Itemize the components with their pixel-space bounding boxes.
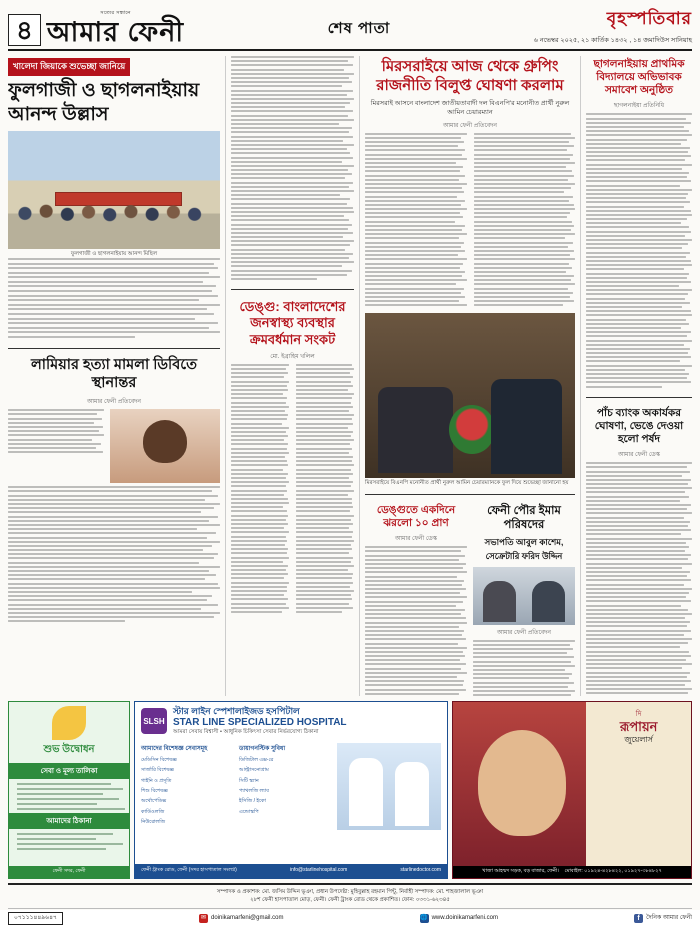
divider-2 [231, 289, 354, 290]
hospital-service-item: শিশু বিশেষজ্ঞ [141, 787, 168, 794]
hospital-service-item: কার্ডিওলজি [141, 808, 165, 815]
column-one [8, 56, 220, 696]
hospital-header [135, 702, 447, 741]
bank-body [586, 462, 692, 696]
mirsarai-headline: মিরসরাইয়ে আজ থেকে গ্রুপিং রাজনীতি বিলুপ্ত ঘোষণা করলাম [376, 58, 564, 94]
lead-photo [8, 131, 220, 249]
publication-day: বৃহস্পতিবার [606, 9, 692, 28]
imam-byline: আমার ফেনী প্রতিবেদন [496, 629, 551, 636]
divider-3 [365, 494, 575, 495]
lamia-byline: আমার ফেনী প্রতিবেদন [86, 399, 141, 406]
mirsarai-subhead: মিরসরাই আসনে বাংলাদেশ জাতীয়তাবাদী দল বিএনপি'র মনোনীত প্রার্থী নুরুল আমিন চেয়ারম্যান [370, 99, 570, 116]
mirsarai-body-col-2 [474, 133, 576, 309]
bank-byline: আমার ফেনী ডেস্ক [618, 452, 660, 459]
hospital-name-bn: স্টার লাইন স্পেশালাইজড হসপিটাল [173, 706, 300, 716]
ad-green-footer: ফেনী সদর, ফেনী [9, 866, 129, 878]
dengue-byline: মো. ইব্রাহিম খলিল [270, 353, 315, 360]
masthead [8, 6, 692, 51]
mail-icon: ✉ [200, 914, 207, 921]
jewellery-model-photo [453, 702, 591, 878]
masthead-left [8, 10, 184, 46]
imam-headline: ফেনী পৌর ইমাম পরিষদের [487, 504, 561, 532]
footer-website[interactable] [420, 914, 498, 923]
bouquet [449, 405, 495, 455]
ad-green-features [9, 833, 129, 850]
globe-icon: 🌐 [420, 914, 428, 921]
footer-line-1: সম্পাদক ও প্রকাশক: মো. জসিম উদ্দিন ভূঞা, প্রধান উপদেষ্টা: মুহিবুল্লাহ রহমান পিন্টু, নির্বাহী সম্পাদক: মো. শাহজালাল ভূঞা [216, 889, 484, 895]
article-lamia [8, 356, 220, 625]
lamia-body-left [8, 409, 104, 483]
hospital-col2-head: ডায়াগনস্টিক সুবিধা [239, 745, 286, 752]
footer-email[interactable] [199, 914, 283, 923]
lamia-headline: লামিয়ার হত্যা মামলা ডিবিতে স্থানান্তর [31, 356, 197, 392]
jewellery-brand-prefix: দি [635, 711, 642, 718]
hospital-service-item: গাইনি ও প্রসূতি [141, 777, 172, 784]
hospital-body [135, 741, 447, 832]
ad-star-line-hospital[interactable] [134, 701, 448, 879]
lead-photo-caption: ফুলগাজী ও ছাগলনাইয়ায় আনন্দ মিছিল [70, 250, 158, 257]
article-lead [8, 56, 220, 341]
article-bank [586, 405, 692, 696]
imam-photo [473, 567, 575, 625]
footer-email-text: doinikamarfeni@gmail.com [211, 914, 284, 921]
footer-line-2: ২৮শ ফেনী হাসপাতাল মোড়, ফেনী। ফেনী ট্রাংক রোড থেকে প্রকাশিত। ফোন: ০৩৩১-৬২৩৪৫ [250, 897, 450, 904]
hospital-email: info@starlinehospital.com [289, 867, 348, 873]
dengue-headline: ডেঙ্গু: বাংলাদেশের জনস্বাস্থ্য ব্যবস্থার ক্রমবর্ধমান সংকট [239, 299, 346, 347]
footer-facebook-text: দৈনিক আমার ফেনী [646, 914, 692, 921]
hospital-service-item: সার্জারি বিশেষজ্ঞ [141, 767, 174, 774]
hospital-service-item: মেডিসিন বিশেষজ্ঞ [141, 756, 177, 763]
article-dengue-death [365, 502, 467, 696]
article-mirsarai [365, 56, 575, 487]
lead-headline: ফুলগাজী ও ছাগলনাইয়ায় আনন্দ উল্লাস [8, 80, 200, 125]
hospital-col1-head: আমাদের বিশেষজ্ঞ সেবাসমূহ [141, 745, 208, 752]
rally-banner [55, 192, 182, 206]
lead-kicker: খালেদা জিয়াকে শুভেচ্ছা জানিয়ে [8, 58, 130, 76]
hospital-service-item: ইসিজি / ইকো [239, 798, 266, 805]
hospital-service-item: সিটি স্ক্যান [239, 777, 259, 784]
ad-rupayan-jewellers[interactable] [452, 701, 692, 879]
logo-subtitle: সত্যের সন্ধানে [100, 9, 131, 16]
article-chagalnaiya [586, 56, 692, 390]
lamia-body-full [8, 486, 220, 622]
divider-1 [8, 348, 220, 349]
dengue-death-headline: ডেঙ্গুতে একদিনে ঝরলো ১০ প্রাণ [376, 503, 456, 530]
mirsarai-body [365, 133, 575, 309]
hospital-service-item: প্যাথলজি ল্যাব [239, 787, 269, 794]
bank-headline: পাঁচ ব্যাংক অকার্যকর ঘোষণা, ভেঙে দেওয়া হলো পর্ষদ [594, 406, 684, 445]
jewellery-contact [453, 866, 691, 878]
hospital-services-2 [239, 757, 332, 817]
newspaper-logo [47, 10, 184, 46]
hospital-doctors-photo [337, 743, 441, 830]
hospital-service-item: আল্ট্রাসনোগ্রাম [239, 767, 269, 774]
logo-title: আমার ফেনী [46, 16, 185, 47]
ad-green-services [9, 783, 129, 810]
hospital-service-item: এন্ডোস্কপি [239, 808, 259, 815]
hospital-website: starlinedoctor.com [400, 867, 441, 873]
hospital-logo-icon: SLSH [141, 708, 167, 734]
masthead-right [534, 6, 692, 46]
mirsarai-photo-caption: মিরসরাইয়ে বিএনপি মনোনীত প্রার্থী নুরুল আমিন চেয়ারম্যানকে ফুল দিয়ে শুভেচ্ছা জানানো হয় [365, 479, 569, 486]
footer-facebook[interactable] [634, 914, 692, 923]
column-three-lower [365, 502, 575, 696]
footer-phone: ০৭১১১৪৪৯৬৪৭ [8, 912, 63, 925]
mirsarai-body-col-1 [365, 133, 467, 309]
jewellery-info [586, 702, 691, 878]
hospital-service-item: অর্থোপেডিক্স [141, 798, 167, 805]
footer-website-text: www.doinikamarfeni.com [431, 914, 498, 921]
hospital-address: ফেনী ট্রাংক রোড, ফেনী (সদর হাসপাতাল সংলগ্ন) [141, 867, 237, 873]
hospital-name-en: STAR LINE SPECIALIZED HOSPITAL [173, 716, 347, 728]
ad-green-clinic[interactable] [8, 701, 130, 879]
publication-date: ৬ নভেম্বর ২০২৫, ২১ কার্তিক ১৪৩২ , ১৪ জমাদিউস সানিয়াহ [533, 37, 692, 44]
hospital-footer [135, 864, 447, 878]
chagalnaiya-body [586, 113, 692, 387]
dengue-body [231, 364, 354, 615]
footer-contact-row [8, 908, 692, 925]
jewellery-brand-sub: জুয়েলার্স [624, 735, 653, 745]
hospital-service-item: নিউরোলজি [141, 819, 166, 826]
leaf-icon [52, 706, 86, 740]
mirsarai-photo [365, 313, 575, 478]
hospital-col-2 [239, 743, 332, 830]
jewellery-phone: মোবাইল: ০১৯২৪-৪২৮৪২২, ০১৯২৭-৩৮৪৮২৭ [564, 868, 662, 874]
article-dengue [231, 297, 354, 615]
mirsarai-byline: আমার ফেনী প্রতিবেদন [442, 122, 497, 129]
ad-green-col2-head: আমাদের ঠিকানা [9, 813, 129, 829]
article-imam [473, 502, 575, 696]
col2-continuation [231, 56, 354, 282]
chagalnaiya-byline: ছাগলনাইয়া প্রতিনিধি [613, 103, 665, 110]
jewellery-brand: রূপায়ন [619, 719, 658, 734]
divider-4 [586, 397, 692, 398]
lamia-photo [110, 409, 220, 483]
page-number: ৪ [8, 14, 41, 46]
hospital-col-1 [141, 743, 234, 830]
dengue-death-byline: আমার ফেনী ডেস্ক [395, 536, 437, 543]
ad-green-title: শুভ উদ্বোধন [43, 744, 95, 755]
hospital-service-item: ডিজিটাল এক্স-রে [239, 756, 274, 763]
column-four [580, 56, 692, 696]
page-body [8, 56, 692, 696]
imam-subhead: সভাপতি আবুল কাশেম, সেক্রেটারি ফরিদ উদ্দিন [484, 536, 564, 561]
section-label: শেষ পাতা [327, 20, 391, 37]
jewellery-address: খাজা আহম্মদ সড়ক, বড় বাজার, ফেনী। [482, 868, 559, 874]
dengue-body-col-1 [231, 364, 289, 615]
column-three [359, 56, 575, 696]
column-two [225, 56, 354, 696]
page-footer [8, 883, 692, 925]
ad-green-col1-head: সেবা ও মূল্য তালিকা [9, 763, 129, 779]
facebook-icon: f [634, 914, 643, 923]
lead-body-text [8, 258, 220, 338]
imam-body [473, 640, 575, 696]
advertisement-strip [8, 701, 692, 879]
hospital-tagline: আমরা সেবায় বিশ্বাসী • আধুনিক চিকিৎসা সেবার নির্ভরযোগ্য ঠিকানা [173, 728, 319, 735]
dengue-death-body [365, 546, 467, 696]
hospital-services-1 [141, 757, 234, 827]
chagalnaiya-headline: ছাগলনাইয়ায় প্রাথমিক বিদ্যালয়ে অভিভাবক সমাবেশ অনুষ্ঠিত [593, 58, 685, 97]
dengue-body-col-2 [296, 364, 354, 615]
